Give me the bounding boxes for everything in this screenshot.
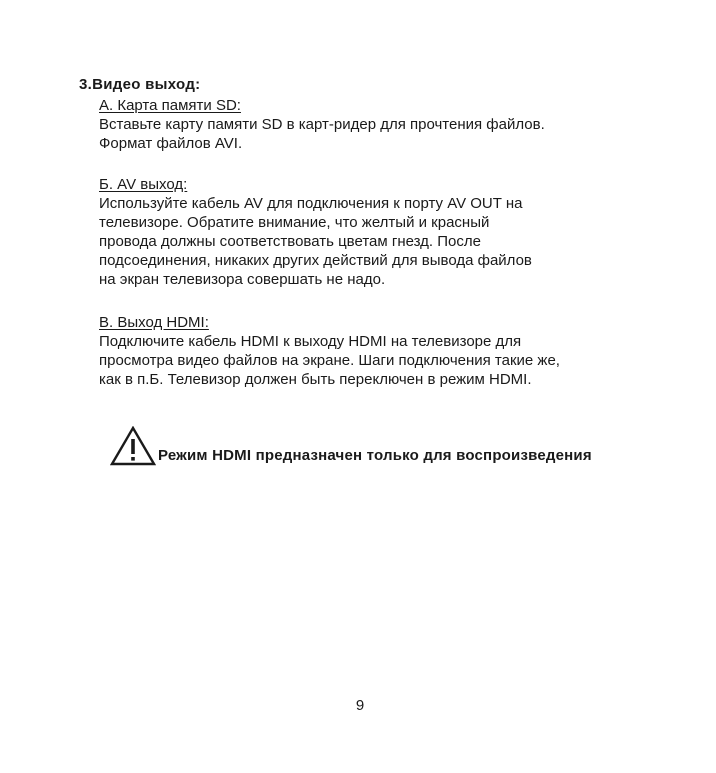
subsection-body: Подключите кабель HDMI к выходу HDMI на телевизоре для просмотра видео файлов на экране. Шаги подключения такие же, как в п.Б. Телевизор должен быть переключен в режим HDMI.	[99, 333, 560, 388]
subsection-sd-card	[99, 96, 699, 153]
page-number: 9	[355, 697, 365, 714]
subsection-title: В. Выход HDMI:	[99, 314, 209, 331]
subsection-body: Используйте кабель AV для подключения к порту AV OUT на телевизоре. Обратите внимание, что желтый и красный провода должны соответствовать цветам гнезд. После подсоединения, никаких других действий для вывода файлов на экран телевизора совершать не надо.	[99, 195, 532, 288]
subsection-body: Вставьте карту памяти SD в карт-ридер для прочтения файлов. Формат файлов AVI.	[99, 116, 545, 152]
subsection-title: А. Карта памяти SD:	[99, 97, 241, 114]
warning-note	[110, 426, 592, 466]
subsection-av-output	[99, 175, 699, 289]
subsection-title: Б. AV выход:	[99, 176, 188, 193]
section-heading: 3.Видео выход:	[79, 76, 201, 93]
subsection-hdmi-output	[99, 313, 699, 389]
warning-triangle-icon	[110, 426, 156, 466]
warning-text: Режим HDMI предназначен только для воспроизведения	[158, 447, 592, 464]
